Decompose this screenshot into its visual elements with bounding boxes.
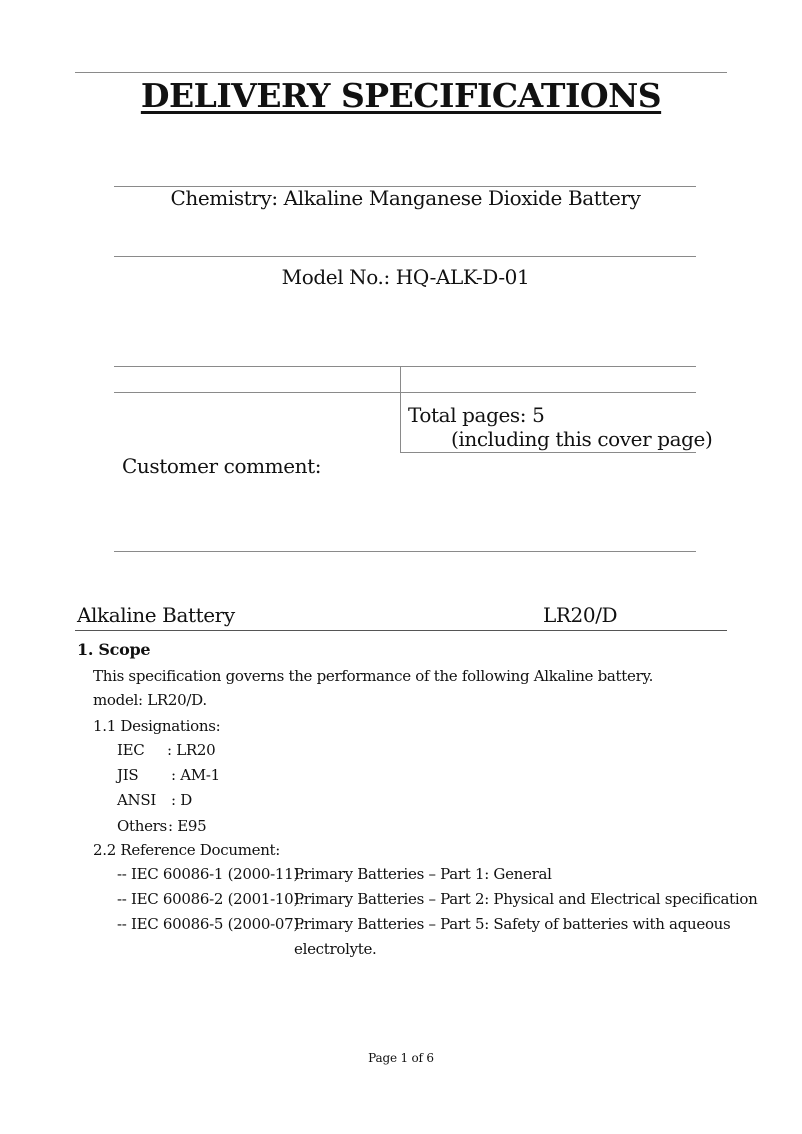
reference-id: -- IEC 60086-5 (2000-07): [117,915,304,933]
page-number: Page 1 of 6 [368,1051,434,1065]
comment-bottom-rule [114,551,696,552]
reference-desc: Primary Batteries – Part 2: Physical and Electrical specification [294,890,758,908]
designation-std: IEC [117,741,145,759]
table-bottom-rule [400,452,696,453]
designation-value: : E95 [168,817,207,835]
designation-std: ANSI [117,791,156,809]
designations-heading: 1.1 Designations: [93,717,221,735]
customer-comment-label: Customer comment: [122,454,322,478]
header-product: Alkaline Battery [77,603,235,627]
scope-heading: 1. Scope [77,640,151,659]
including-cover-note: (including this cover page) [451,427,713,451]
reference-continuation: electrolyte. [294,940,377,958]
header-model: LR20/D [543,603,618,627]
table-top-rule [114,366,696,367]
reference-id: -- IEC 60086-2 (2001-10): [117,890,304,908]
chemistry-label: Chemistry: Alkaline Manganese Dioxide Battery [170,186,641,210]
designation-value: : LR20 [167,741,216,759]
model-top-rule [114,256,696,257]
top-rule [75,72,727,73]
reference-desc: Primary Batteries – Part 5: Safety of batteries with aqueous [294,915,731,933]
designation-value: : AM-1 [171,766,220,784]
reference-id: -- IEC 60086-1 (2000-11): [117,865,304,883]
reference-desc: Primary Batteries – Part 1: General [294,865,552,883]
table-row-divider [114,392,696,393]
total-pages: Total pages: 5 [408,403,545,427]
designation-value: : D [171,791,192,809]
model-number: Model No.: HQ-ALK-D-01 [281,265,530,289]
reference-heading: 2.2 Reference Document: [93,841,281,859]
page-title: DELIVERY SPECIFICATIONS [140,76,662,115]
table-column-divider [400,366,401,452]
designation-std: Others [117,817,167,835]
header-rule [75,630,727,631]
scope-model-line: model: LR20/D. [93,691,207,709]
designation-std: JIS [117,766,139,784]
scope-intro: This specification governs the performance of the following Alkaline battery. [93,667,654,685]
